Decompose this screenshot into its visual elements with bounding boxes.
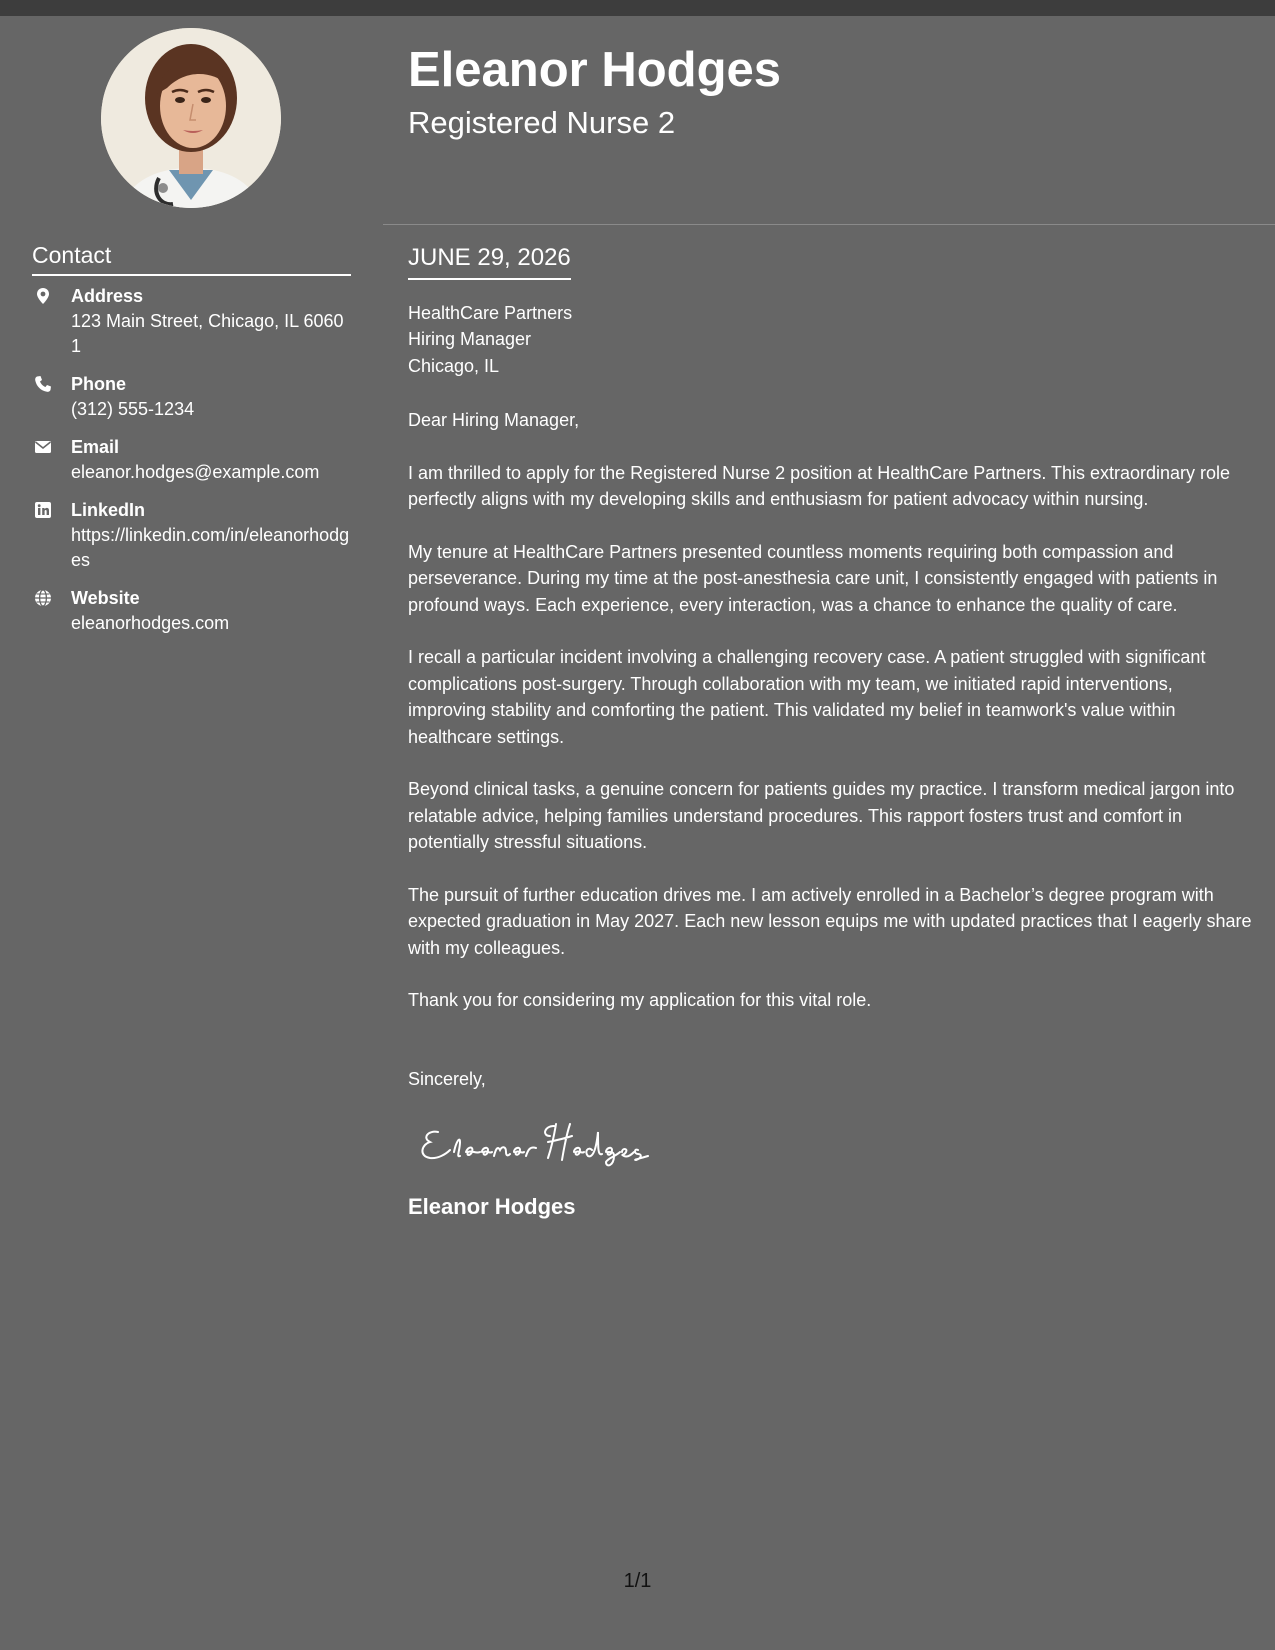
recipient-location: Chicago, IL: [408, 355, 500, 376]
applicant-name: Eleanor Hodges: [408, 43, 782, 97]
envelope-icon: [34, 438, 52, 456]
globe-icon: [34, 589, 52, 607]
profile-photo: [101, 28, 281, 208]
letter-body: [408, 244, 1253, 1220]
letter-paragraph: Beyond clinical tasks, a genuine concern for patients guides my practice. I transform medical jargon into relatable advice, helping families understand procedures. This rapport fosters trust and comfort in potentially stressful situations.: [408, 779, 1235, 853]
contact-label: LinkedIn: [71, 500, 146, 520]
signer-name: Eleanor Hodges: [408, 1194, 576, 1220]
recipient-company: HealthCare Partners: [408, 302, 573, 323]
contact-item-linkedin: [32, 498, 352, 573]
contact-label: Address: [71, 286, 144, 306]
contact-value[interactable]: https://linkedin.com/in/eleanorhodges: [71, 525, 350, 570]
contact-value: (312) 555-1234: [71, 399, 195, 419]
letter-paragraph: Thank you for considering my application for this vital role.: [408, 990, 872, 1011]
closing: Sincerely,: [408, 1068, 486, 1089]
page-number: 1/1: [623, 1570, 652, 1592]
contact-heading: Contact: [32, 242, 351, 276]
letter-paragraph: I recall a particular incident involving a challenging recovery case. A patient struggled with significant complications post-surgery. Through collaboration with my team, we initiated rapid interventions, improving stability and comforting the patient. This validated my belief in teamwork's value within healthcare settings.: [408, 647, 1206, 747]
contact-label: Phone: [71, 374, 127, 394]
recipient-title: Hiring Manager: [408, 329, 532, 350]
phone-icon: [34, 375, 52, 393]
letter-paragraph: The pursuit of further education drives me. I am actively enrolled in a Bachelor’s degree program with expected graduation in May 2027. Each new lesson equips me with updated practices that I eagerly share with my colleagues.: [408, 884, 1252, 958]
location-pin-icon: [34, 287, 52, 305]
cover-letter-page: [0, 16, 1275, 1650]
contact-value[interactable]: eleanorhodges.com: [71, 613, 230, 633]
contact-item-website: [32, 586, 352, 636]
contact-value[interactable]: eleanor.hodges@example.com: [71, 462, 320, 482]
salutation: Dear Hiring Manager,: [408, 410, 580, 431]
letter-paragraph: I am thrilled to apply for the Registered Nurse 2 position at HealthCare Partners. This extraordinary role perfectly aligns with my developing skills and enthusiasm for patient advocacy within nursing.: [408, 462, 1231, 510]
contact-value: 123 Main Street, Chicago, IL 60601: [71, 311, 344, 356]
contact-item-address: [32, 284, 352, 359]
contact-label: Website: [71, 588, 140, 608]
top-bar: [0, 0, 1275, 16]
recipient-block: [408, 300, 1253, 380]
contact-item-email: [32, 435, 352, 485]
contact-list: [32, 284, 352, 649]
linkedin-icon: [34, 501, 52, 519]
contact-label: Email: [71, 437, 120, 457]
contact-item-phone: [32, 372, 352, 422]
handwritten-signature: [416, 1112, 1253, 1174]
letter-paragraph: My tenure at HealthCare Partners presented countless moments requiring both compassion and perseverance. During my time at the post-anesthesia care unit, I consistently engaged with patients in profound ways. Each experience, every interaction, was a chance to enhance the quality of care.: [408, 541, 1218, 615]
job-title: Registered Nurse 2: [408, 105, 676, 140]
header-divider: [383, 224, 1275, 225]
letter-date: JUNE 29, 2026: [408, 244, 571, 280]
